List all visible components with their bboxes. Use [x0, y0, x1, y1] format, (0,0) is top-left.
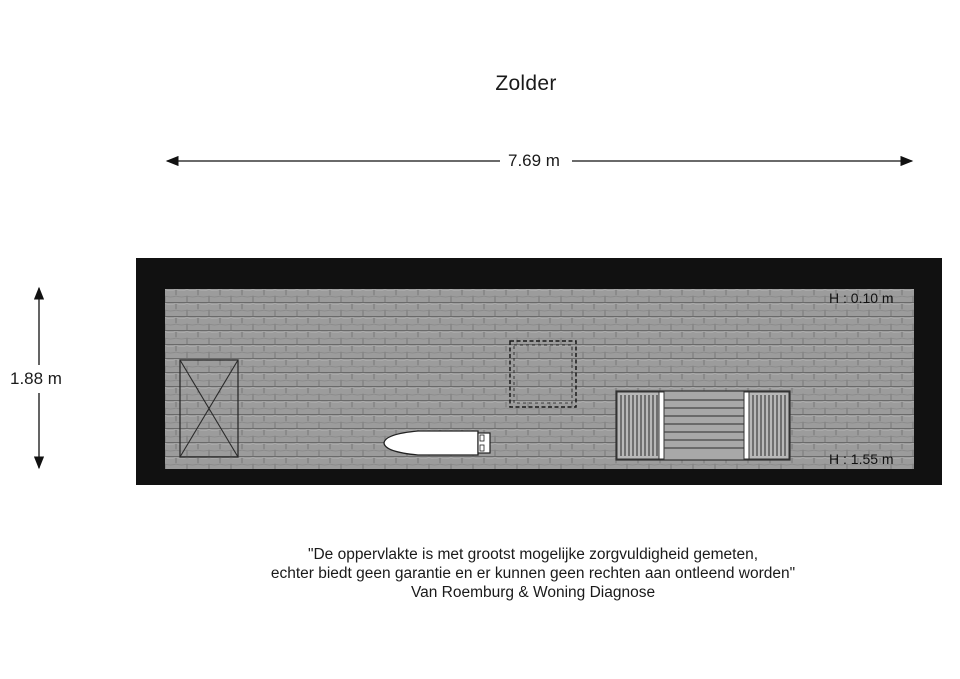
ceiling-height-top-label: H : 0.10 m [829, 290, 894, 306]
boiler-unit [384, 431, 490, 455]
staircase [616, 391, 790, 460]
ceiling-height-bottom-label: H : 1.55 m [829, 451, 894, 467]
width-dimension-label: 7.69 m [504, 151, 564, 171]
disclaimer-line-2: echter biedt geen garantie en er kunnen geen rechten aan ontleend worden" [270, 565, 796, 582]
depth-dimension-label: 1.88 m [6, 369, 66, 389]
disclaimer-line-3: Van Roemburg & Woning Diagnose [410, 584, 656, 601]
disclaimer [0, 545, 960, 602]
disclaimer-line-1: "De oppervlakte is met grootst mogelijke zorgvuldigheid gemeten, [307, 546, 759, 563]
plan-title: Zolder [495, 72, 557, 95]
roof-tile-area [165, 289, 914, 469]
